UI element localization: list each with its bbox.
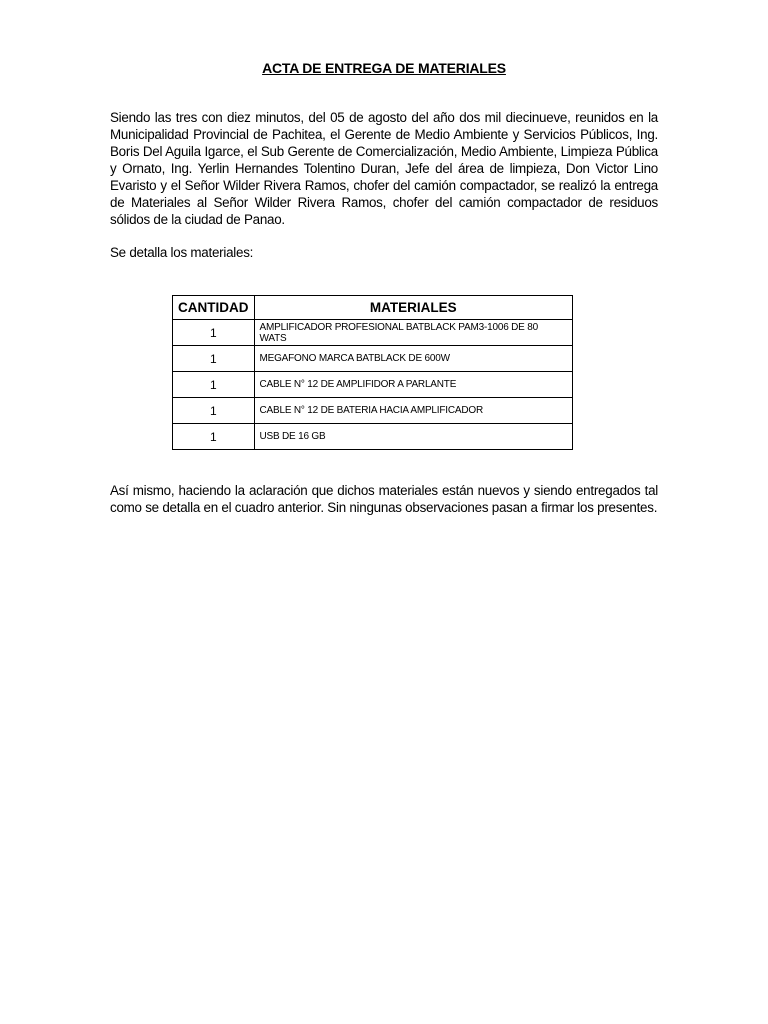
closing-paragraph: Así mismo, haciendo la aclaración que dichos materiales están nuevos y siendo entregados tal como se detalla en el cuadro anterior. Sin ningunas observaciones pasan a firmar los presentes.	[110, 483, 658, 515]
material-cell: USB DE 16 GB	[254, 424, 573, 450]
table-header-row	[173, 296, 573, 320]
quantity-cell: 1	[173, 372, 255, 398]
material-cell: CABLE N° 12 DE AMPLIFIDOR A PARLANTE	[254, 372, 573, 398]
materials-intro-text: Se detalla los materiales:	[110, 245, 254, 260]
quantity-cell: 1	[173, 346, 255, 372]
quantity-cell: 1	[173, 398, 255, 424]
table-row	[173, 424, 573, 450]
intro-paragraph: Siendo las tres con diez minutos, del 05 de agosto del año dos mil diecinueve, reunidos en la Municipalidad Provincial de Pachitea, el Gerente de Medio Ambiente y Servicios Públicos, Ing. Boris Del Aguila Igarce, el Sub Gerente de Comercialización, Medio Ambiente, Limpieza Pública y Ornato, Ing. Yerlin Hernandes Tolentino Duran, Jefe del área de limpieza, Don Victor Lino Evaristo y el Señor Wilder Rivera Ramos, chofer del camión compactador, se realizó la entrega de Materiales al Señor Wilder Rivera Ramos, chofer del camión compactador de residuos sólidos de la ciudad de Panao.	[110, 110, 658, 227]
material-cell: AMPLIFICADOR PROFESIONAL BATBLACK PAM3-1006 DE 80 WATS	[254, 320, 573, 346]
document-title: ACTA DE ENTREGA DE MATERIALES	[262, 60, 506, 76]
header-quantity: CANTIDAD	[173, 296, 255, 320]
material-cell: CABLE N° 12 DE BATERIA HACIA AMPLIFICADOR	[254, 398, 573, 424]
material-cell: MEGAFONO MARCA BATBLACK DE 600W	[254, 346, 573, 372]
quantity-cell: 1	[173, 320, 255, 346]
table-row	[173, 398, 573, 424]
quantity-cell: 1	[173, 424, 255, 450]
table-row	[173, 320, 573, 346]
materials-table	[172, 295, 573, 450]
header-materials: MATERIALES	[254, 296, 573, 320]
table-row	[173, 346, 573, 372]
table-row	[173, 372, 573, 398]
